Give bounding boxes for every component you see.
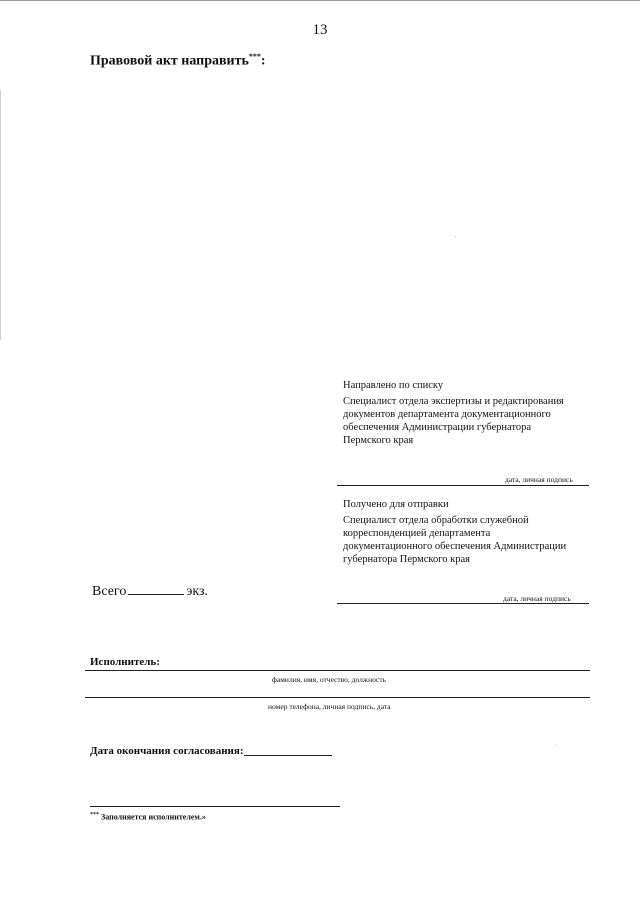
header-footnote-marker: ***	[248, 52, 261, 61]
received-block-line: корреспонденцией департамента	[343, 528, 491, 539]
received-block-line: документационного обеспечения Администрации	[343, 541, 567, 552]
executor-label: Исполнитель:	[90, 656, 160, 668]
received-block	[343, 498, 566, 566]
executor-name-line	[85, 670, 590, 671]
page-number: 13	[312, 22, 328, 38]
total-suffix: экз.	[186, 584, 208, 599]
sent-block-line: документов департамента документационного	[343, 409, 551, 420]
received-block-title: Получено для отправки	[343, 499, 449, 510]
approval-end-label: Дата окончания согласования:	[90, 745, 244, 757]
page-top-edge	[0, 0, 640, 1]
footnote-text: Заполняется исполнителем.»	[101, 812, 206, 822]
scan-speck	[556, 745, 557, 746]
approval-end-blank-field	[244, 755, 332, 756]
executor-phone-line	[85, 697, 590, 698]
total-prefix: Всего	[92, 584, 127, 599]
page-header	[90, 52, 266, 70]
received-signature-caption: дата, личная подпись	[503, 594, 571, 603]
total-blank-field	[128, 580, 184, 595]
sent-signature-caption: дата, личная подпись	[505, 475, 573, 484]
received-block-line: Специалист отдела обработки служебной	[343, 515, 529, 526]
sent-block-lines	[343, 395, 564, 447]
received-signature-line	[337, 603, 589, 604]
sent-signature-line	[337, 485, 589, 486]
sent-block-title: Направлено по списку	[343, 380, 444, 391]
total-copies	[92, 580, 208, 600]
executor-name-caption: фамилия, имя, отчество, должность	[272, 675, 387, 684]
sent-block	[343, 379, 564, 447]
sent-block-line: Специалист отдела экспертизы и редактирования	[343, 396, 564, 407]
page-left-edge	[0, 90, 1, 340]
received-block-lines	[343, 514, 566, 566]
header-label: Правовой акт направить	[90, 53, 249, 69]
received-block-line: губернатора Пермского края	[343, 554, 470, 565]
header-colon: :	[260, 53, 266, 69]
executor-phone-caption: номер телефона, личная подпись, дата	[268, 702, 391, 711]
sent-block-line: Пермского края	[343, 435, 414, 446]
footnote-separator	[90, 806, 340, 807]
sent-block-line: обеспечения Администрации губернатора	[343, 422, 532, 433]
footnote	[90, 812, 206, 822]
footnote-marker: ***	[90, 812, 99, 818]
scan-speck	[455, 236, 456, 237]
